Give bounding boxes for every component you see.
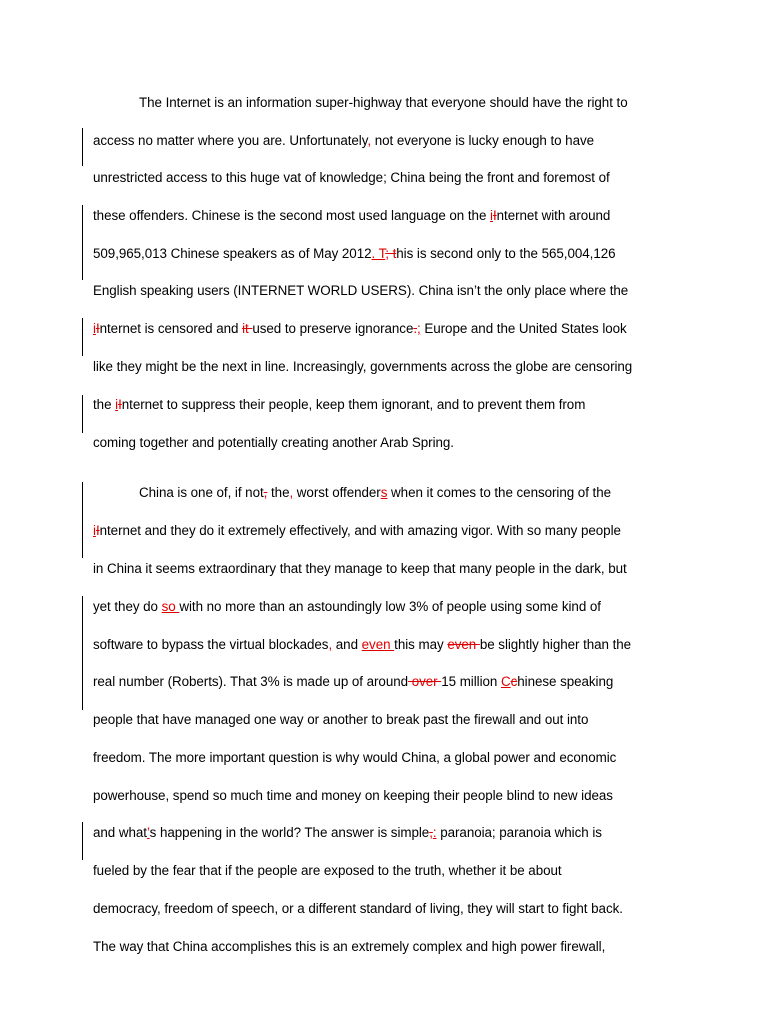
text-line <box>93 937 605 957</box>
text-run: worst offender <box>293 485 381 500</box>
text-line <box>93 244 616 264</box>
text-line <box>139 93 628 113</box>
change-bar <box>82 318 83 356</box>
text-run: paranoia; paranoia which is <box>436 825 602 840</box>
deleted-text: , <box>263 485 268 500</box>
text-run: China is one of, if not <box>139 485 264 500</box>
text-run: software to bypass the virtual blockades <box>93 637 329 652</box>
inserted-text: s <box>380 485 388 500</box>
inserted-text: i <box>93 523 96 538</box>
text-run: The way that China accomplishes this is an extremely complex and high power firewall, <box>93 939 606 954</box>
text-run: 509,965,013 Chinese speakers as of May 2012 <box>93 246 372 261</box>
text-line <box>93 861 562 881</box>
change-bar <box>82 205 83 280</box>
text-run: the <box>267 485 290 500</box>
text-line <box>93 559 627 579</box>
inserted-text: i <box>93 321 96 336</box>
text-run: freedom. The more important question is why would China, a global power and economic <box>93 750 617 765</box>
text-run: The Internet is an information super-highway that everyone should have the right to <box>139 95 628 110</box>
deleted-text: even <box>447 637 480 652</box>
text-run: democracy, freedom of speech, or a different standard of living, they will start to fight back. <box>93 901 623 916</box>
text-run: used to preserve ignorance <box>252 321 414 336</box>
deleted-text: . <box>413 321 418 336</box>
text-line <box>93 395 585 415</box>
inserted-text: i <box>115 397 119 412</box>
deleted-text: c <box>510 674 518 689</box>
deleted-text: I <box>95 321 100 336</box>
text-run: Europe and the United States look <box>424 321 627 336</box>
deleted-text: ; t <box>385 246 397 261</box>
text-run: his is second only to the 565,004,126 <box>396 246 616 261</box>
text-run: yet they do <box>93 599 162 614</box>
inserted-text: so <box>161 599 180 614</box>
text-line <box>139 483 611 503</box>
text-run: these offenders. Chinese is the second most used language on the <box>93 208 491 223</box>
text-run: and <box>332 637 362 652</box>
deleted-text: it <box>242 321 253 336</box>
text-run: the <box>93 397 116 412</box>
inserted-text: , <box>289 485 294 500</box>
deleted-text: I <box>95 523 100 538</box>
inserted-text: , <box>367 133 372 148</box>
text-run: in China it seems extraordinary that they manage to keep that many people in the dark, but <box>93 561 627 576</box>
text-run: English speaking users (INTERNET WORLD USERS). China isn’t the only place where the <box>93 283 629 298</box>
deleted-text: I <box>118 397 122 412</box>
text-line <box>93 357 632 377</box>
text-run: access no matter where you are. Unfortunately <box>93 133 368 148</box>
text-line <box>93 131 594 151</box>
text-run: coming together and potentially creating another Arab Spring. <box>93 435 454 450</box>
change-bar <box>82 128 83 166</box>
text-line <box>93 710 588 730</box>
text-run: nternet is censored and <box>99 321 243 336</box>
text-run: like they might be the next in line. Increasingly, governments across the globe are censoring <box>93 359 633 374</box>
inserted-text: even <box>361 637 395 652</box>
text-run: real number (Roberts). That 3% is made up of around <box>93 674 409 689</box>
text-run: powerhouse, spend so much time and money on keeping their people blind to new ideas <box>93 788 613 803</box>
inserted-text: : <box>432 825 437 840</box>
text-line <box>93 748 616 768</box>
deleted-text: , <box>429 825 433 840</box>
text-run: with no more than an astoundingly low 3% of people using some kind of <box>179 599 601 614</box>
text-line <box>93 823 602 843</box>
text-line <box>93 786 613 806</box>
text-run: not everyone is lucky enough to have <box>371 133 595 148</box>
text-run: hinese speaking <box>517 674 614 689</box>
inserted-text: ; <box>417 321 421 336</box>
inserted-text: i <box>490 208 493 223</box>
text-line <box>93 433 454 453</box>
text-run: s happening in the world? The answer is simple <box>149 825 430 840</box>
inserted-text: , <box>328 637 333 652</box>
text-run: nternet and they do it extremely effectively, and with amazing vigor. With so many people <box>99 523 621 538</box>
change-bar <box>82 822 83 860</box>
text-run: fueled by the fear that if the people are exposed to the truth, whether it be about <box>93 863 562 878</box>
text-run: 15 million <box>441 674 501 689</box>
text-line <box>93 521 621 541</box>
inserted-text: . T <box>371 246 386 261</box>
inserted-text: ’ <box>146 825 150 840</box>
text-run: this may <box>394 637 448 652</box>
change-bar <box>82 482 83 558</box>
change-bar <box>82 596 83 710</box>
text-run: people that have managed one way or another to break past the firewall and out into <box>93 712 589 727</box>
text-line <box>93 635 631 655</box>
text-run: and what <box>93 825 147 840</box>
text-run: when it comes to the censoring of the <box>387 485 612 500</box>
text-line <box>93 319 627 339</box>
inserted-text: C <box>500 674 511 689</box>
text-run: be slightly higher than the <box>479 637 632 652</box>
text-line <box>93 281 628 301</box>
text-line <box>93 899 623 919</box>
text-line <box>93 597 601 617</box>
deleted-text: over <box>408 674 442 689</box>
text-run: unrestricted access to this huge vat of knowledge; China being the front and foremost of <box>93 170 610 185</box>
text-line <box>93 672 613 692</box>
deleted-text: I <box>492 208 497 223</box>
text-line <box>93 206 610 226</box>
change-bar <box>82 395 83 433</box>
text-line <box>93 168 610 188</box>
text-run: nternet with around <box>496 208 611 223</box>
text-run: nternet to suppress their people, keep them ignorant, and to prevent them from <box>121 397 586 412</box>
